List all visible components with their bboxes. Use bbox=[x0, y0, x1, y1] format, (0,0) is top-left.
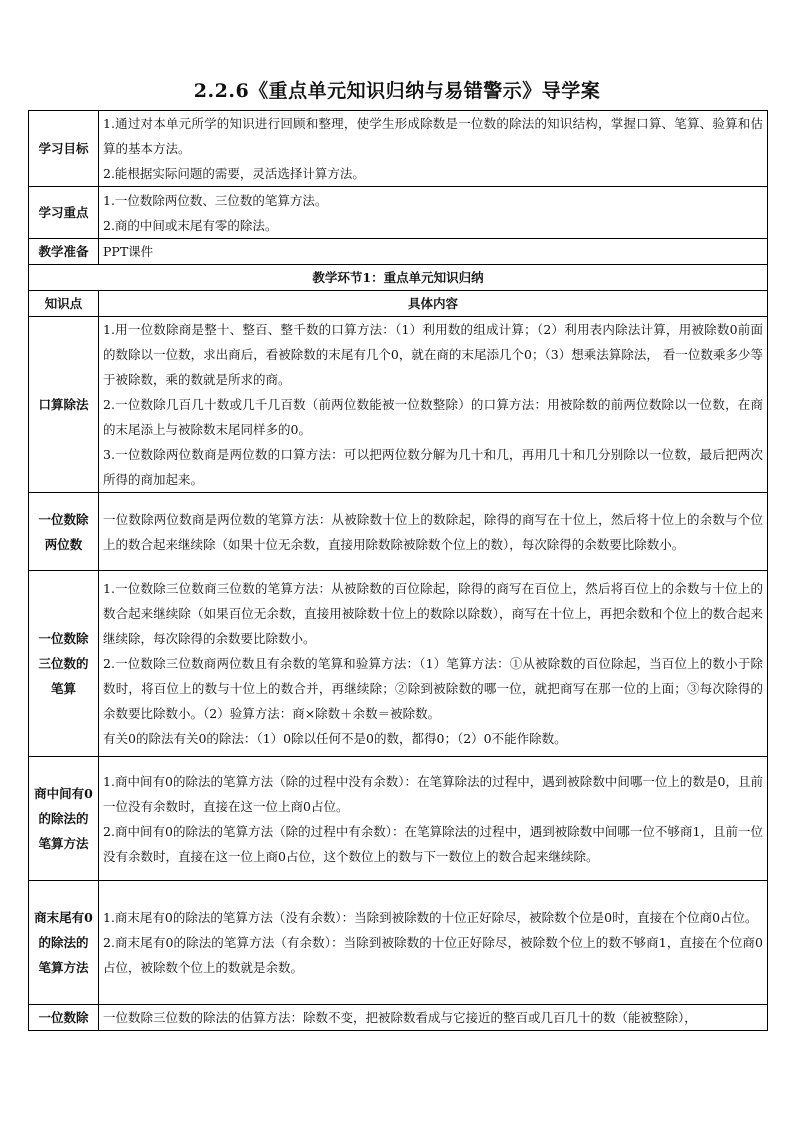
row-learning-focus bbox=[29, 187, 768, 239]
label-two-digit-division: 一位数除两位数 bbox=[29, 493, 99, 571]
row-estimate bbox=[29, 1005, 768, 1031]
content-two-digit-division bbox=[99, 493, 768, 571]
row-teaching-prep bbox=[29, 239, 768, 265]
label-three-digit-division: 一位数除三位数的笔算 bbox=[29, 571, 99, 757]
row-column-headers bbox=[29, 291, 768, 317]
row-middle-zero bbox=[29, 757, 768, 881]
three-digit-line-3: 有关0的除法有关0的除法：（1）0除以任何不是0的数，都得0；（2）0不能作除数。 bbox=[103, 731, 567, 746]
header-knowledge-point: 知识点 bbox=[29, 291, 99, 317]
content-three-digit-division bbox=[99, 571, 768, 757]
three-digit-line-2: 2.一位数除三位数商两位数且有余数的笔算和验算方法：（1）笔算方法：①从被除数的百位除起，当百位上的数小于除数时，将百位上的数与十位上的数合并，再继续除；②除到被除数的哪一位，就把商写在那一位的上面；③每次除得的余数要比除数小。（2）验算方法：商×除数＋余数＝被除数。 bbox=[103, 656, 763, 721]
focus-line-1: 1.一位数除两位数、三位数的笔算方法。 bbox=[103, 192, 328, 208]
label-learning-goals: 学习目标 bbox=[29, 111, 99, 187]
content-end-zero bbox=[99, 881, 768, 1005]
goal-line-1: 1.通过对本单元所学的知识进行回顾和整理，使学生形成除数是一位数的除法的知识结构，掌握口算、笔算、验算和估算的基本方法。 bbox=[103, 116, 763, 156]
row-end-zero bbox=[29, 881, 768, 1005]
header-content: 具体内容 bbox=[99, 291, 768, 317]
oral-line-2: 2.一位数除几百几十数或几千几百数（前两位数能被一位数整除）的口算方法：用被除数的前两位数除以一位数，在商的末尾添上与被除数末尾同样多的0。 bbox=[103, 397, 763, 437]
document-title: 2.2.6《重点单元知识归纳与易错警示》导学案 bbox=[193, 80, 601, 102]
three-digit-line-1: 1.一位数除三位数商三位数的笔算方法：从被除数的百位除起，除得的商写在百位上，然后将百位上的余数与十位上的数合起来继续除（如果百位无余数，直接用被除数十位上的数除以除数），商写在十位上，再把余数和个位上的数合起来继续除，每次除得的余数要比除数小。 bbox=[103, 581, 763, 646]
content-oral-division bbox=[99, 317, 768, 493]
mid-zero-line-1: 1.商中间有0的除法的笔算方法（除的过程中没有余数）：在笔算除法的过程中，遇到被除数中间哪一位上的数是0，且前一位没有余数时，直接在这一位上商0占位。 bbox=[103, 773, 763, 814]
end-zero-line-2: 2.商末尾有0的除法的笔算方法（有余数）：当除到被除数的十位正好除尽，被除数个位上的数不够商1，直接在个位商0占位，被除数个位上的数就是余数。 bbox=[103, 935, 763, 975]
label-middle-zero: 商中间有0的除法的笔算方法 bbox=[29, 757, 99, 881]
row-two-digit-division bbox=[29, 493, 768, 571]
label-estimate: 一位数除 bbox=[29, 1005, 99, 1031]
row-oral-division bbox=[29, 317, 768, 493]
end-zero-line-1: 1.商末尾有0的除法的笔算方法（没有余数）：当除到被除数的十位正好除尽，被除数个位是0时，直接在个位商0占位。 bbox=[103, 910, 758, 925]
estimate-line-1: 一位数除三位数的除法的估算方法：除数不变，把被除数看成与它接近的整百或几百几十的数（能被整除）， bbox=[103, 1010, 697, 1025]
label-learning-focus: 学习重点 bbox=[29, 187, 99, 239]
label-teaching-prep: 教学准备 bbox=[29, 239, 99, 265]
focus-line-2: 2.商的中间或末尾有零的除法。 bbox=[103, 217, 278, 233]
two-digit-line-1: 一位数除两位数商是两位数的笔算方法：从被除数十位上的数除起，除得的商写在十位上，然后将十位上的余数与个位上的数合起来继续除（如果十位无余数，直接用除数除被除数个位上的数），每次除得的余数要比除数小。 bbox=[103, 511, 763, 552]
content-teaching-prep: PPT课件 bbox=[99, 239, 768, 265]
content-middle-zero bbox=[99, 757, 768, 881]
oral-line-1: 1.用一位数除商是整十、整百、整千数的口算方法：（1）利用数的组成计算；（2）利用表内除法计算，用被除数0前面的数除以一位数，求出商后，看被除数的末尾有几个0，就在商的末尾添几个0；（3）想乘法算除法， 看一位数乘多少等于被除数，乘的数就是所求的商。 bbox=[103, 322, 763, 387]
row-section-heading bbox=[29, 265, 768, 291]
label-end-zero: 商末尾有0的除法的笔算方法 bbox=[29, 881, 99, 1005]
lesson-table bbox=[28, 110, 768, 1031]
label-oral-division: 口算除法 bbox=[29, 317, 99, 493]
oral-line-3: 3.一位数除两位数商是两位数的口算方法：可以把两位数分解为几十和几，再用几十和几分别除以一位数，最后把两次所得的商加起来。 bbox=[103, 447, 763, 487]
section-heading: 教学环节1：重点单元知识归纳 bbox=[29, 265, 768, 291]
mid-zero-line-2: 2.商中间有0的除法的笔算方法（除的过程中有余数）：在笔算除法的过程中，遇到被除数中间哪一位不够商1，且前一位没有余数时，直接在这一位上商0占位，这个数位上的数与下一数位上的数合起来继续除。 bbox=[103, 823, 763, 864]
goal-line-2: 2.能根据实际问题的需要，灵活选择计算方法。 bbox=[103, 166, 365, 181]
content-learning-goals bbox=[99, 111, 768, 187]
row-learning-goals bbox=[29, 111, 768, 187]
content-estimate bbox=[99, 1005, 768, 1031]
row-three-digit-division bbox=[29, 571, 768, 757]
content-learning-focus bbox=[99, 187, 768, 239]
